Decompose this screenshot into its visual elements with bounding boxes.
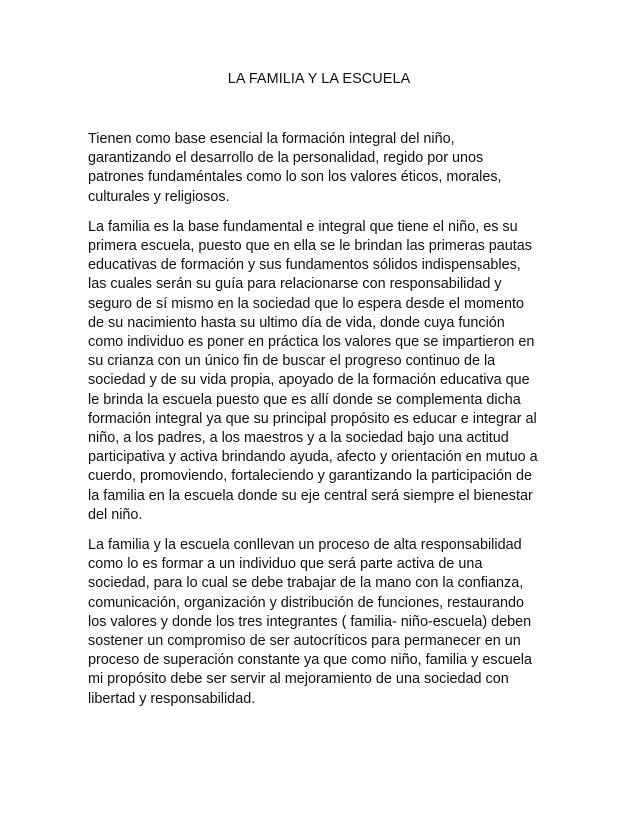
paragraph-line: la familia en la escuela donde su eje central será siempre el bienestar <box>88 487 533 504</box>
paragraph-line: del niño. <box>88 506 143 523</box>
paragraph-line: niño, a los padres, a los maestros y a la sociedad bajo una actitud <box>88 430 509 447</box>
paragraph-line: libertad y responsabilidad. <box>88 690 256 707</box>
paragraph <box>88 218 558 525</box>
paragraph-line: como lo es formar a un individuo que será parte activa de una <box>88 556 483 573</box>
paragraph-line: mi propósito debe ser servir al mejoramiento de una sociedad con <box>88 671 509 688</box>
paragraph-line: proceso de superación constante ya que como niño, familia y escuela <box>88 652 532 669</box>
document-title: LA FAMILIA Y LA ESCUELA <box>227 71 411 87</box>
paragraph-line: seguro de sí mismo en la sociedad que lo espera desde el momento <box>88 295 524 312</box>
paragraph-line: de su nacimiento hasta su ultimo día de vida, donde cuya función <box>88 314 505 331</box>
paragraph <box>88 536 558 709</box>
paragraph-line: garantizando el desarrollo de la personalidad, regido por unos <box>88 150 484 167</box>
paragraph-line: educativas de formación y sus fundamentos sólidos indispensables, <box>88 257 521 274</box>
paragraph-line: La familia es la base fundamental e integral que tiene el niño, es su <box>88 218 518 235</box>
paragraph-line: sociedad y de su vida propia, apoyado de la formación educativa que <box>88 372 530 389</box>
document-body <box>88 130 558 720</box>
paragraph-line: Tienen como base esencial la formación integral del niño, <box>88 131 455 147</box>
paragraph-line: culturales y religiosos. <box>88 188 230 205</box>
paragraph-line: sociedad, para lo cual se debe trabajar de la mano con la confianza, <box>88 575 524 592</box>
paragraph-line: sostener un compromiso de ser autocríticos para permanecer en un <box>88 633 521 650</box>
paragraph-line: le brinda la escuela puesto que es allí donde se complementa dicha <box>88 391 521 408</box>
paragraph-line: su crianza con un único fin de buscar el progreso continuo de la <box>88 353 496 370</box>
paragraph-line: primera escuela, puesto que en ella se le brindan las primeras pautas <box>88 238 532 255</box>
paragraph-line: participativa y activa brindando ayuda, afecto y orientación en mutuo a <box>88 449 538 466</box>
paragraph-line: patrones fundaméntales como lo son los valores éticos, morales, <box>88 169 502 186</box>
paragraph <box>88 130 558 207</box>
paragraph-line: formación integral ya que su principal propósito es educar e integrar al <box>88 410 537 427</box>
paragraph-line: los valores y donde los tres integrantes ( familia- niño-escuela) deben <box>88 613 532 630</box>
paragraph-line: las cuales serán su guía para relacionarse con responsabilidad y <box>88 276 502 293</box>
paragraph-line: comunicación, organización y distribución de funciones, restaurando <box>88 594 524 611</box>
paragraph-line: como individuo es poner en práctica los valores que se impartieron en <box>88 334 535 351</box>
paragraph-line: cuerdo, promoviendo, fortaleciendo y garantizando la participación de <box>88 468 532 485</box>
paragraph-line: La familia y la escuela conllevan un proceso de alta responsabilidad <box>88 537 522 554</box>
